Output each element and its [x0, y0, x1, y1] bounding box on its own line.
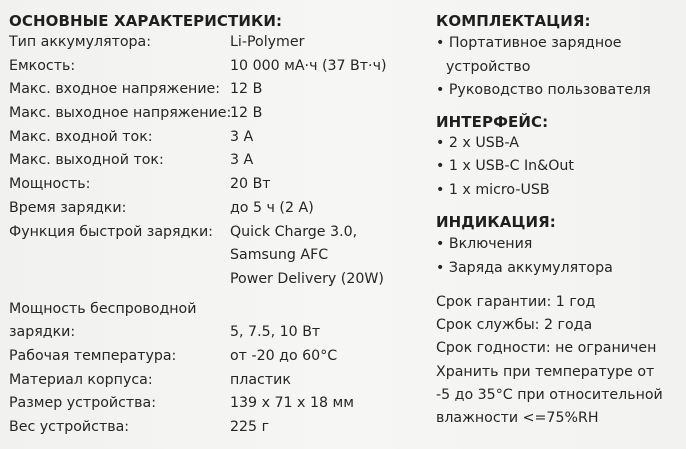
- spec-label: Материал корпуса:: [9, 371, 153, 388]
- spec-value: [230, 173, 271, 197]
- notes-block: [436, 291, 681, 430]
- spec-value: [230, 221, 384, 292]
- spec-label: Макс. входное напряжение:: [9, 81, 221, 98]
- list-item: • 1 x micro-USB: [436, 181, 550, 198]
- package-list: [436, 32, 681, 103]
- spec-value: [230, 392, 354, 416]
- spec-label: Рабочая температура:: [9, 347, 177, 364]
- spec-value: [230, 31, 304, 55]
- list-item: • 1 x USB-C In&Out: [436, 158, 574, 174]
- spec-label: зарядки:: [9, 324, 76, 341]
- spec-value-line: 12 В: [230, 81, 263, 98]
- spec-label: Размер устройства:: [9, 395, 157, 412]
- warranty-note: Срок гарантии: 1 год: [436, 294, 596, 310]
- spec-value: [230, 369, 291, 393]
- spec-row: [9, 369, 429, 393]
- spec-label: Макс. выходной ток:: [9, 152, 164, 169]
- spec-value-line: 3 А: [230, 128, 254, 145]
- spec-value-line: 139 x 71 x 18 мм: [230, 395, 354, 412]
- storage-note: Хранить при температуре от: [436, 363, 655, 380]
- list-item: • Заряда аккумулятора: [436, 259, 613, 276]
- list-item: • Руководство пользователя: [436, 82, 651, 98]
- storage-note: -5 до 35°С при относительной: [436, 386, 663, 403]
- interface-list: [436, 132, 681, 203]
- interface-title: ИНТЕРФЕЙС:: [436, 112, 549, 131]
- list-item: • Включения: [436, 236, 533, 252]
- spec-value-line: 5, 7.5, 10 Вт: [230, 324, 321, 341]
- spec-value-line: от -20 до 60°С: [230, 347, 338, 364]
- spec-value: [230, 321, 320, 345]
- spec-row: [9, 392, 429, 416]
- specs-title: ОСНОВНЫЕ ХАРАКТЕРИСТИКИ:: [9, 12, 283, 30]
- spec-value: [230, 78, 262, 102]
- service-life-note: Срок службы: 2 года: [436, 317, 593, 334]
- spec-value: [230, 126, 253, 150]
- list-item: • Портативное зарядное: [436, 35, 622, 51]
- package-title: КОМПЛЕКТАЦИЯ:: [436, 12, 591, 30]
- spec-value: [230, 55, 387, 79]
- spec-value: [230, 416, 269, 440]
- spec-label: Время зарядки:: [9, 199, 127, 216]
- spec-row: [9, 78, 429, 102]
- indication-title: ИНДИКАЦИЯ:: [436, 213, 556, 231]
- spec-label: Макс. выходное напряжение:: [9, 105, 232, 122]
- spec-value-line: 3 А: [230, 152, 254, 169]
- spec-row: [9, 55, 429, 79]
- spec-row: [9, 416, 429, 440]
- spec-row: [9, 298, 429, 322]
- specs-table: [9, 31, 429, 440]
- spec-value: [230, 197, 314, 221]
- spec-value-line: 10 000 мА·ч (37 Вт·ч): [230, 57, 387, 74]
- spec-label: Мощность:: [9, 176, 91, 193]
- spec-row: [9, 345, 429, 369]
- spec-label: Мощность беспроводной: [9, 300, 197, 317]
- storage-note: влажности <=75%RH: [436, 410, 599, 427]
- spec-row: [9, 221, 429, 292]
- spec-value-line: Quick Charge 3.0,: [230, 223, 358, 240]
- spec-value-line: пластик: [230, 371, 291, 388]
- list-item: устройство: [446, 58, 531, 75]
- spec-value-line: 20 Вт: [230, 176, 271, 193]
- indication-list: [436, 233, 681, 280]
- info-column: [436, 11, 681, 430]
- spec-value-line: до 5 ч (2 А): [230, 199, 314, 216]
- spec-row: [9, 197, 429, 221]
- spec-row: [9, 149, 429, 173]
- spec-label: Вес устройства:: [9, 419, 130, 436]
- spec-value-line: 225 г: [230, 419, 270, 436]
- spec-label: Емкость:: [9, 57, 76, 74]
- spec-label: Функция быстрой зарядки:: [9, 223, 213, 240]
- spec-row: [9, 126, 429, 150]
- specs-section: [9, 11, 429, 440]
- spec-row: [9, 321, 429, 345]
- spec-value: [230, 102, 262, 126]
- spec-value-line: Samsung AFC: [230, 247, 329, 264]
- spec-row: [9, 102, 429, 126]
- spec-row: [9, 31, 429, 55]
- spec-value-line: Li-Polymer: [230, 34, 305, 50]
- spec-value-line: Power Delivery (20W): [230, 270, 384, 287]
- list-item: • 2 x USB-A: [436, 134, 519, 151]
- spec-value: [230, 345, 337, 369]
- shelf-life-note: Срок годности: не ограничен: [436, 340, 657, 357]
- spec-value-line: 12 В: [230, 105, 263, 122]
- spec-row: [9, 173, 429, 197]
- spec-value: [230, 149, 253, 173]
- spec-label: Тип аккумулятора:: [9, 34, 152, 50]
- spec-label: Макс. входной ток:: [9, 128, 153, 145]
